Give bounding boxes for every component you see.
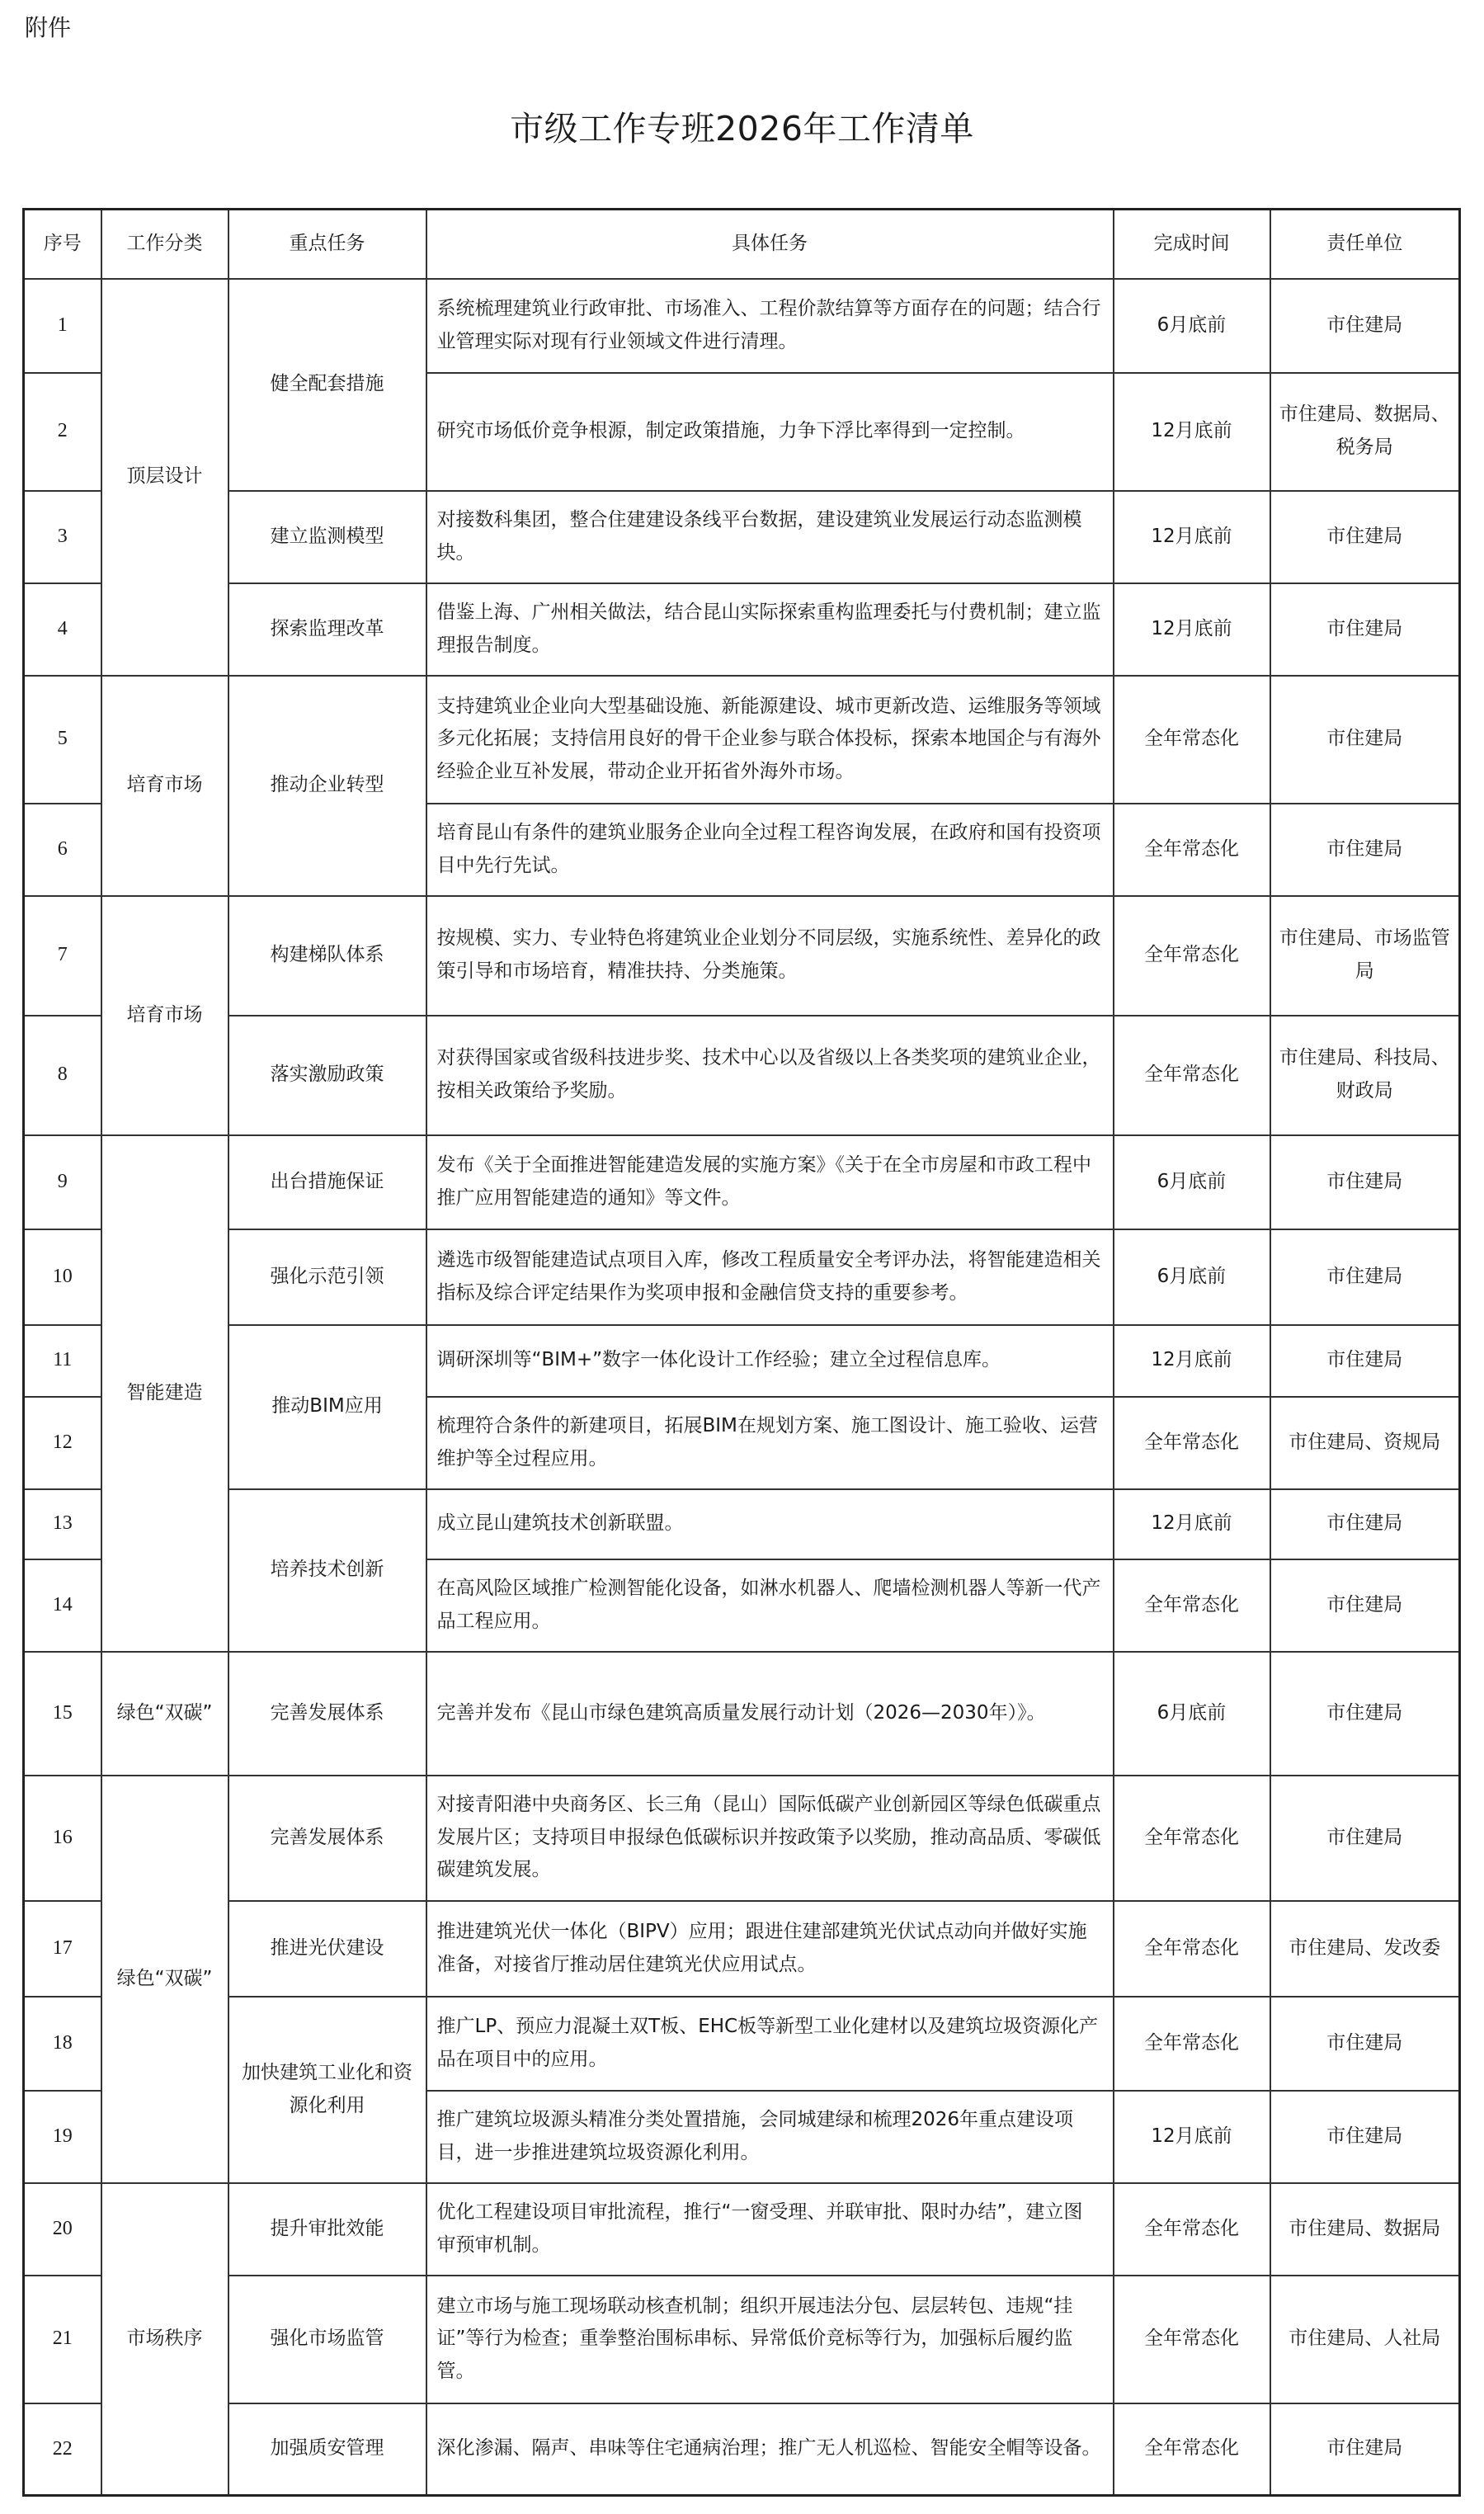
detail-cell: 深化渗漏、隔声、串味等住宅通病治理；推广无人机巡检、智能安全帽等设备。 bbox=[426, 2403, 1114, 2496]
unit-cell: 市住建局 bbox=[1270, 1325, 1460, 1397]
table-row bbox=[24, 491, 1460, 583]
deadline-cell: 12月底前 bbox=[1114, 1489, 1270, 1559]
header-key-task: 重点任务 bbox=[228, 210, 426, 279]
detail-cell: 推进建筑光伏一体化（BIPV）应用；跟进住建部建筑光伏试点动向并做好实施准备，对接省厅推动居住建筑光伏应用试点。 bbox=[426, 1901, 1114, 1997]
seq-cell: 10 bbox=[24, 1229, 101, 1325]
deadline-cell: 12月底前 bbox=[1114, 491, 1270, 583]
seq-cell: 22 bbox=[24, 2403, 101, 2496]
unit-cell: 市住建局、科技局、财政局 bbox=[1270, 1016, 1460, 1135]
key-task-cell: 提升审批效能 bbox=[228, 2183, 426, 2276]
deadline-cell: 全年常态化 bbox=[1114, 1559, 1270, 1652]
header-category: 工作分类 bbox=[101, 210, 228, 279]
unit-cell: 市住建局 bbox=[1270, 676, 1460, 804]
table-row bbox=[24, 676, 1460, 804]
deadline-cell: 12月底前 bbox=[1114, 373, 1270, 491]
detail-cell: 对接数科集团，整合住建建设条线平台数据，建设建筑业发展运行动态监测模块。 bbox=[426, 491, 1114, 583]
detail-cell: 按规模、实力、专业特色将建筑业企业划分不同层级，实施系统性、差异化的政策引导和市场培育，精准扶持、分类施策。 bbox=[426, 896, 1114, 1016]
unit-cell: 市住建局、数据局 bbox=[1270, 2183, 1460, 2276]
seq-cell: 17 bbox=[24, 1901, 101, 1997]
table-row bbox=[24, 1229, 1460, 1325]
seq-cell: 9 bbox=[24, 1135, 101, 1229]
deadline-cell: 12月底前 bbox=[1114, 1325, 1270, 1397]
deadline-cell: 全年常态化 bbox=[1114, 2183, 1270, 2276]
table-row bbox=[24, 1325, 1460, 1397]
detail-cell: 推广LP、预应力混凝土双T板、EHC板等新型工业化建材以及建筑垃圾资源化产品在项目中的应用。 bbox=[426, 1997, 1114, 2091]
key-task-cell: 健全配套措施 bbox=[228, 279, 426, 491]
key-task-cell: 落实激励政策 bbox=[228, 1016, 426, 1135]
header-unit: 责任单位 bbox=[1270, 210, 1460, 279]
seq-cell: 16 bbox=[24, 1776, 101, 1901]
deadline-cell: 6月底前 bbox=[1114, 279, 1270, 373]
key-task-cell: 探索监理改革 bbox=[228, 583, 426, 676]
unit-cell: 市住建局 bbox=[1270, 2091, 1460, 2183]
deadline-cell: 全年常态化 bbox=[1114, 1397, 1270, 1489]
unit-cell: 市住建局 bbox=[1270, 1489, 1460, 1559]
table-row bbox=[24, 1901, 1460, 1997]
category-cell: 培育市场 bbox=[101, 896, 228, 1135]
key-task-cell: 完善发展体系 bbox=[228, 1776, 426, 1901]
key-task-cell: 推动BIM应用 bbox=[228, 1325, 426, 1489]
table-row bbox=[24, 1997, 1460, 2091]
category-cell: 智能建造 bbox=[101, 1135, 228, 1652]
seq-cell: 14 bbox=[24, 1559, 101, 1652]
detail-cell: 研究市场低价竞争根源，制定政策措施，力争下浮比率得到一定控制。 bbox=[426, 373, 1114, 491]
category-cell: 顶层设计 bbox=[101, 279, 228, 676]
unit-cell: 市住建局 bbox=[1270, 1229, 1460, 1325]
table-row bbox=[24, 1135, 1460, 1229]
unit-cell: 市住建局、人社局 bbox=[1270, 2276, 1460, 2403]
table-row bbox=[24, 2276, 1460, 2403]
detail-cell: 支持建筑业企业向大型基础设施、新能源建设、城市更新改造、运维服务等领域多元化拓展；支持信用良好的骨干企业参与联合体投标，探索本地国企与有海外经验企业互补发展，带动企业开拓省外海外市场。 bbox=[426, 676, 1114, 804]
seq-cell: 15 bbox=[24, 1652, 101, 1776]
seq-cell: 13 bbox=[24, 1489, 101, 1559]
seq-cell: 12 bbox=[24, 1397, 101, 1489]
detail-cell: 建立市场与施工现场联动核查机制；组织开展违法分包、层层转包、违规“挂证”等行为检查；重拳整治围标串标、异常低价竞标等行为，加强标后履约监管。 bbox=[426, 2276, 1114, 2403]
unit-cell: 市住建局 bbox=[1270, 1135, 1460, 1229]
page-title: 市级工作专班2026年工作清单 bbox=[510, 109, 974, 149]
seq-cell: 2 bbox=[24, 373, 101, 491]
detail-cell: 完善并发布《昆山市绿色建筑高质量发展行动计划（2026—2030年）》。 bbox=[426, 1652, 1114, 1776]
table-row bbox=[24, 1652, 1460, 1776]
unit-cell: 市住建局 bbox=[1270, 2403, 1460, 2496]
deadline-cell: 12月底前 bbox=[1114, 583, 1270, 676]
table-row bbox=[24, 2403, 1460, 2496]
detail-cell: 遴选市级智能建造试点项目入库，修改工程质量安全考评办法，将智能建造相关指标及综合评定结果作为奖项申报和金融信贷支持的重要参考。 bbox=[426, 1229, 1114, 1325]
table-row bbox=[24, 583, 1460, 676]
detail-cell: 优化工程建设项目审批流程，推行“一窗受理、并联审批、限时办结”，建立图审预审机制。 bbox=[426, 2183, 1114, 2276]
detail-cell: 借鉴上海、广州相关做法，结合昆山实际探索重构监理委托与付费机制；建立监理报告制度。 bbox=[426, 583, 1114, 676]
detail-cell: 在高风险区域推广检测智能化设备，如淋水机器人、爬墙检测机器人等新一代产品工程应用。 bbox=[426, 1559, 1114, 1652]
unit-cell: 市住建局、发改委 bbox=[1270, 1901, 1460, 1997]
work-list-table bbox=[22, 208, 1461, 2497]
seq-cell: 5 bbox=[24, 676, 101, 804]
key-task-cell: 加强质安管理 bbox=[228, 2403, 426, 2496]
category-cell: 培育市场 bbox=[101, 676, 228, 896]
unit-cell: 市住建局 bbox=[1270, 491, 1460, 583]
detail-cell: 调研深圳等“BIM+”数字一体化设计工作经验；建立全过程信息库。 bbox=[426, 1325, 1114, 1397]
deadline-cell: 全年常态化 bbox=[1114, 1016, 1270, 1135]
key-task-cell: 推进光伏建设 bbox=[228, 1901, 426, 1997]
table-row bbox=[24, 1489, 1460, 1559]
key-task-cell: 加快建筑工业化和资源化利用 bbox=[228, 1997, 426, 2183]
table-row bbox=[24, 279, 1460, 373]
key-task-cell: 推动企业转型 bbox=[228, 676, 426, 896]
category-cell: 绿色“双碳” bbox=[101, 1776, 228, 2183]
unit-cell: 市住建局、资规局 bbox=[1270, 1397, 1460, 1489]
attachment-label: 附件 bbox=[25, 14, 72, 41]
seq-cell: 18 bbox=[24, 1997, 101, 2091]
deadline-cell: 全年常态化 bbox=[1114, 1901, 1270, 1997]
deadline-cell: 12月底前 bbox=[1114, 2091, 1270, 2183]
detail-cell: 系统梳理建筑业行政审批、市场准入、工程价款结算等方面存在的问题；结合行业管理实际对现有行业领域文件进行清理。 bbox=[426, 279, 1114, 373]
deadline-cell: 全年常态化 bbox=[1114, 2276, 1270, 2403]
detail-cell: 推广建筑垃圾源头精准分类处置措施，会同城建绿和梳理2026年重点建设项目，进一步推进建筑垃圾资源化利用。 bbox=[426, 2091, 1114, 2183]
unit-cell: 市住建局、数据局、税务局 bbox=[1270, 373, 1460, 491]
deadline-cell: 全年常态化 bbox=[1114, 2403, 1270, 2496]
deadline-cell: 全年常态化 bbox=[1114, 1776, 1270, 1901]
key-task-cell: 强化市场监管 bbox=[228, 2276, 426, 2403]
deadline-cell: 6月底前 bbox=[1114, 1229, 1270, 1325]
header-row bbox=[24, 210, 1460, 279]
category-cell: 绿色“双碳” bbox=[101, 1652, 228, 1776]
deadline-cell: 6月底前 bbox=[1114, 1135, 1270, 1229]
detail-cell: 发布《关于全面推进智能建造发展的实施方案》《关于在全市房屋和市政工程中推广应用智能建造的通知》等文件。 bbox=[426, 1135, 1114, 1229]
header-detail: 具体任务 bbox=[426, 210, 1114, 279]
seq-cell: 1 bbox=[24, 279, 101, 373]
detail-cell: 对接青阳港中央商务区、长三角（昆山）国际低碳产业创新园区等绿色低碳重点发展片区；支持项目申报绿色低碳标识并按政策予以奖励，推动高品质、零碳低碳建筑发展。 bbox=[426, 1776, 1114, 1901]
key-task-cell: 构建梯队体系 bbox=[228, 896, 426, 1016]
seq-cell: 11 bbox=[24, 1325, 101, 1397]
seq-cell: 8 bbox=[24, 1016, 101, 1135]
category-cell: 市场秩序 bbox=[101, 2183, 228, 2496]
deadline-cell: 全年常态化 bbox=[1114, 896, 1270, 1016]
detail-cell: 培育昆山有条件的建筑业服务企业向全过程工程咨询发展，在政府和国有投资项目中先行先试。 bbox=[426, 804, 1114, 896]
unit-cell: 市住建局 bbox=[1270, 804, 1460, 896]
detail-cell: 梳理符合条件的新建项目，拓展BIM在规划方案、施工图设计、施工验收、运营维护等全过程应用。 bbox=[426, 1397, 1114, 1489]
unit-cell: 市住建局 bbox=[1270, 583, 1460, 676]
unit-cell: 市住建局 bbox=[1270, 1652, 1460, 1776]
deadline-cell: 全年常态化 bbox=[1114, 804, 1270, 896]
table-row bbox=[24, 1776, 1460, 1901]
seq-cell: 21 bbox=[24, 2276, 101, 2403]
key-task-cell: 完善发展体系 bbox=[228, 1652, 426, 1776]
unit-cell: 市住建局 bbox=[1270, 279, 1460, 373]
unit-cell: 市住建局、市场监管局 bbox=[1270, 896, 1460, 1016]
seq-cell: 19 bbox=[24, 2091, 101, 2183]
deadline-cell: 全年常态化 bbox=[1114, 676, 1270, 804]
detail-cell: 成立昆山建筑技术创新联盟。 bbox=[426, 1489, 1114, 1559]
table-row bbox=[24, 2183, 1460, 2276]
deadline-cell: 全年常态化 bbox=[1114, 1997, 1270, 2091]
seq-cell: 7 bbox=[24, 896, 101, 1016]
key-task-cell: 强化示范引领 bbox=[228, 1229, 426, 1325]
key-task-cell: 培养技术创新 bbox=[228, 1489, 426, 1652]
table-row bbox=[24, 896, 1460, 1016]
key-task-cell: 出台措施保证 bbox=[228, 1135, 426, 1229]
table-row bbox=[24, 1016, 1460, 1135]
unit-cell: 市住建局 bbox=[1270, 1559, 1460, 1652]
unit-cell: 市住建局 bbox=[1270, 1997, 1460, 2091]
detail-cell: 对获得国家或省级科技进步奖、技术中心以及省级以上各类奖项的建筑业企业，按相关政策给予奖励。 bbox=[426, 1016, 1114, 1135]
key-task-cell: 建立监测模型 bbox=[228, 491, 426, 583]
seq-cell: 20 bbox=[24, 2183, 101, 2276]
deadline-cell: 6月底前 bbox=[1114, 1652, 1270, 1776]
header-seq: 序号 bbox=[24, 210, 101, 279]
header-deadline: 完成时间 bbox=[1114, 210, 1270, 279]
seq-cell: 6 bbox=[24, 804, 101, 896]
seq-cell: 3 bbox=[24, 491, 101, 583]
unit-cell: 市住建局 bbox=[1270, 1776, 1460, 1901]
seq-cell: 4 bbox=[24, 583, 101, 676]
